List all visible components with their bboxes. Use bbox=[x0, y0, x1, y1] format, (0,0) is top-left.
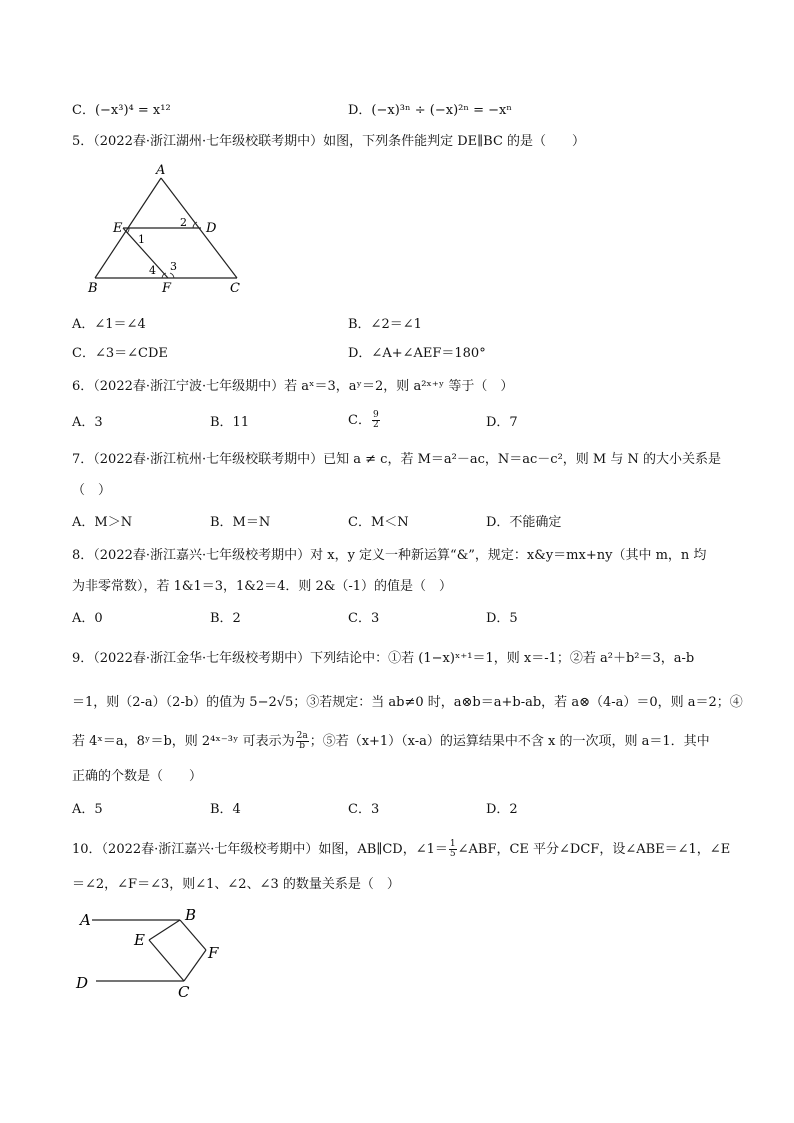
q6-option-c-denominator: 2 bbox=[372, 420, 379, 430]
q5-label-angle2: 2 bbox=[180, 216, 187, 229]
q5-label-e: E bbox=[113, 221, 123, 236]
q9-line-4: 正确的个数是（ ） bbox=[72, 769, 203, 784]
q8-option-d: D．5 bbox=[486, 611, 518, 626]
q7-stem: 7．（2022春·浙江杭州·七年级校联考期中）已知 a ≠ c，若 M＝a²－ac，N＝ac－c²，则 M 与 N 的大小关系是 bbox=[72, 452, 721, 467]
q10-label-d: D bbox=[76, 974, 89, 992]
q5-triangle-figure bbox=[80, 160, 260, 300]
q6-option-c-fraction bbox=[372, 411, 380, 430]
q7-option-d: D．不能确定 bbox=[486, 515, 562, 530]
q5-label-angle3: 3 bbox=[170, 260, 177, 273]
q4-option-c: C．(−x³)⁴ = x¹² bbox=[72, 103, 171, 118]
q10-label-a: A bbox=[80, 911, 91, 929]
q10-fraction-1-5 bbox=[449, 840, 457, 859]
q10-label-e: E bbox=[134, 931, 145, 949]
q6-option-a: A．3 bbox=[72, 415, 103, 430]
q10-line-1-part-b: ∠ABF，CE 平分∠DCF，设∠ABE＝∠1，∠E bbox=[457, 842, 731, 857]
q6-option-d: D．7 bbox=[486, 415, 518, 430]
q6-option-c-prefix: C． bbox=[348, 413, 371, 428]
q5-label-f: F bbox=[162, 281, 172, 296]
q5-option-a: A．∠1＝∠4 bbox=[72, 317, 146, 332]
q8-stem-cont: 为非零常数），若 1&1＝3，1&2＝4．则 2&（-1）的值是（ ） bbox=[72, 579, 453, 594]
q9-line-1: 9．（2022春·浙江金华·七年级校考期中）下列结论中：①若 (1−x)ˣ⁺¹＝1，则 x＝-1；②若 a²＋b²＝3，a-b bbox=[72, 651, 695, 666]
q8-option-c: C．3 bbox=[348, 611, 380, 626]
q5-label-c: C bbox=[230, 281, 240, 296]
q7-option-b: B．M＝N bbox=[210, 515, 271, 530]
q9-line-3 bbox=[72, 732, 710, 751]
q8-option-b: B．2 bbox=[210, 611, 241, 626]
q5-label-angle1: 1 bbox=[138, 233, 145, 246]
q6-option-b: B．11 bbox=[210, 415, 250, 430]
q9-fraction-denominator: b bbox=[299, 741, 306, 751]
q5-option-c: C．∠3＝∠CDE bbox=[72, 346, 168, 361]
q6-option-c bbox=[348, 411, 381, 430]
q9-option-c: C．3 bbox=[348, 802, 380, 817]
q5-stem: 5．（2022春·浙江湖州·七年级校联考期中）如图，下列条件能判定 DE∥BC 的是（ ） bbox=[72, 134, 586, 149]
q10-line-1-part-a: 10．（2022春·浙江嘉兴·七年级校考期中）如图，AB∥CD，∠1＝ bbox=[72, 842, 448, 857]
q7-stem-cont: （ ） bbox=[72, 483, 112, 498]
q4-option-d: D．(−x)³ⁿ ÷ (−x)²ⁿ = −xⁿ bbox=[348, 103, 512, 118]
q6-stem: 6．（2022春·浙江宁波·七年级期中）若 aˣ＝3，aʸ＝2，则 a²ˣ⁺ʸ 等于（ ） bbox=[72, 379, 514, 394]
q10-label-b: B bbox=[185, 906, 197, 924]
q8-stem: 8．（2022春·浙江嘉兴·七年级校考期中）对 x，y 定义一种新运算“&”，规定：x&y＝mx+ny（其中 m，n 均 bbox=[72, 548, 707, 563]
q9-fraction-2a-b bbox=[296, 732, 309, 751]
q9-fraction-numerator: 2a bbox=[296, 731, 308, 741]
q9-line-3-part-a: 若 4ˣ＝a，8ʸ＝b，则 2⁴ˣ⁻³ʸ 可表示为 bbox=[72, 734, 295, 749]
q10-line-1 bbox=[72, 840, 730, 859]
q7-option-a: A．M＞N bbox=[72, 515, 133, 530]
q9-option-a: A．5 bbox=[72, 802, 103, 817]
q8-option-a: A．0 bbox=[72, 611, 103, 626]
q5-label-d: D bbox=[206, 221, 217, 236]
q10-fraction-denominator: 5 bbox=[449, 849, 456, 859]
q9-option-d: D．2 bbox=[486, 802, 518, 817]
q5-label-angle4: 4 bbox=[149, 264, 156, 277]
q9-line-3-part-b: ；⑤若（x+1）（x-a）的运算结果中不含 x 的一次项，则 a＝1．其中 bbox=[309, 734, 710, 749]
q10-fraction-numerator: 1 bbox=[449, 839, 456, 849]
q10-parallel-lines-figure bbox=[70, 900, 240, 1005]
q6-option-c-numerator: 9 bbox=[372, 410, 379, 420]
q5-option-d: D．∠A+∠AEF＝180° bbox=[348, 346, 486, 361]
q9-line-2: ＝1，则（2-a）（2-b）的值为 5−2√5；③若规定：当 ab≠0 时，a⊗b＝a+b-ab，若 a⊗（4-a）＝0，则 a＝2；④ bbox=[72, 695, 743, 710]
q10-label-f: F bbox=[208, 944, 219, 962]
q5-option-b: B．∠2＝∠1 bbox=[348, 317, 422, 332]
q7-option-c: C．M＜N bbox=[348, 515, 409, 530]
q9-option-b: B．4 bbox=[210, 802, 241, 817]
q5-label-a: A bbox=[156, 163, 166, 178]
q10-line-2: ＝∠2，∠F＝∠3，则∠1、∠2、∠3 的数量关系是（ ） bbox=[72, 877, 400, 892]
q10-label-c: C bbox=[178, 983, 190, 1001]
q5-label-b: B bbox=[88, 281, 98, 296]
